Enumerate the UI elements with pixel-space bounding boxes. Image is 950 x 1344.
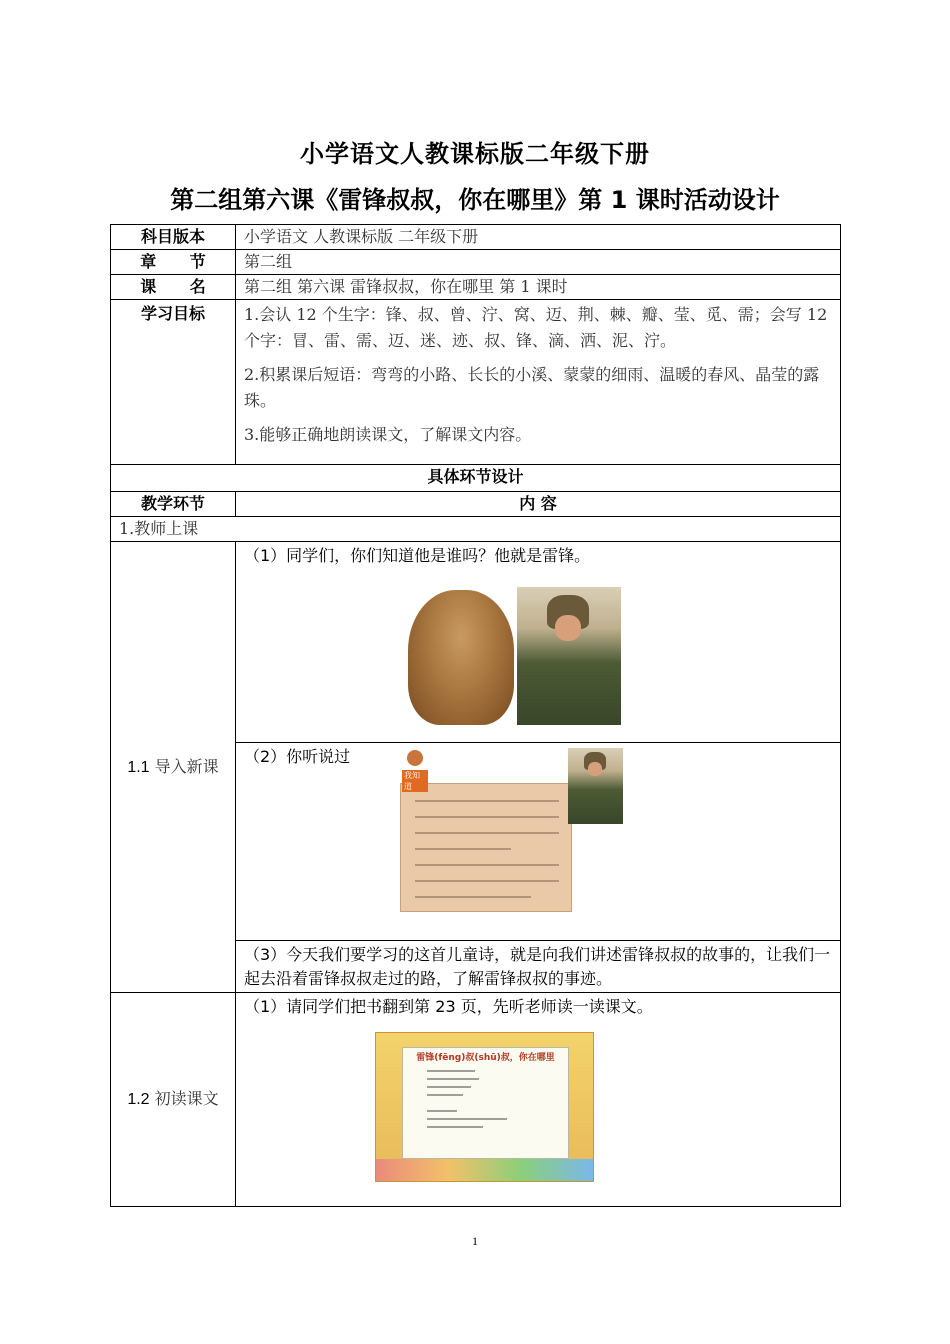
doc-title-line2: 第二组第六课《雷锋叔叔，你在哪里》第 1 课时活动设计: [170, 186, 780, 214]
goal-item: 1.会认 12 个生字：锋、叔、曾、泞、窝、迈、荆、棘、瓣、莹、觅、需；会写 12 个字：冒、雷、需、迈、迷、迹、叔、锋、滴、洒、泥、泞。: [244, 305, 828, 350]
chapter-label: 章 节: [111, 250, 236, 275]
lei-feng-small-photo: [568, 748, 623, 824]
section-header: 具体环节设计: [111, 465, 841, 492]
lesson-label: 课 名: [111, 275, 236, 300]
lei-feng-soldier-photo: [517, 587, 621, 725]
doc-title-line1: 小学语文人教课标版二年级下册: [300, 140, 650, 168]
subject-value: 小学语文 人教课标版 二年级下册: [236, 225, 841, 250]
chapter-value: 第二组: [236, 250, 841, 275]
row-step1: [111, 517, 841, 542]
item-2-text: （2）你听说过: [244, 747, 351, 766]
row-lesson: [111, 275, 841, 300]
phase-1-1: [111, 542, 236, 993]
row-subject: [111, 225, 841, 250]
row-goals: [111, 300, 841, 465]
item-1-text: （1）同学们，你们知道他是谁吗？他就是雷锋。: [244, 546, 591, 565]
goal-item: 3.能够正确地朗读课文，了解课文内容。: [244, 425, 532, 444]
courseware-screenshot: [375, 1032, 594, 1182]
book-tag-badge: [402, 750, 428, 791]
courseware-title: 雷锋(fēng)叔(shū)叔，你在哪里: [416, 1053, 555, 1063]
phase-1-1-name: 导入新课: [154, 756, 219, 776]
goals-label: 学习目标: [111, 300, 236, 465]
col-phase-header: 教学环节: [111, 492, 236, 517]
lei-feng-bust-image: [408, 590, 514, 725]
phase-1-2-name: 初读课文: [154, 1089, 219, 1108]
col-content-header: 内 容: [236, 492, 841, 517]
phase-1-2: [111, 993, 236, 1207]
item-3-text: （3）今天我们要学习的这首儿童诗，就是向我们讲述雷锋叔叔的故事的，让我们一起去沿着雷锋叔叔走过的路，了解雷锋叔叔的事迹。: [244, 945, 831, 988]
row-column-headers: [111, 492, 841, 517]
phase-1-1-number: 1.1: [127, 758, 150, 776]
phase-1-2-number: 1.2: [127, 1091, 150, 1108]
lesson-value: 第二组 第六课 雷锋叔叔，你在哪里 第 1 课时: [236, 275, 841, 300]
step1-label: 1.教师上课: [111, 517, 841, 542]
row-section-header: [111, 465, 841, 492]
courseware-page: [402, 1047, 569, 1159]
book-tag-label: 我知道: [402, 770, 428, 792]
goals-list: [236, 300, 841, 465]
row-chapter: [111, 250, 841, 275]
item-4-text: （1）请同学们把书翻到第 23 页，先听老师读一读课文。: [244, 997, 653, 1016]
goal-item: 2.积累课后短语：弯弯的小路、长长的小溪、蒙蒙的细雨、温暖的春风、晶莹的露珠。: [244, 365, 820, 410]
textbook-excerpt-image: [400, 783, 572, 912]
page-number: 1: [472, 1234, 478, 1248]
item-3-cell: [236, 941, 841, 993]
subject-label: 科目版本: [111, 225, 236, 250]
